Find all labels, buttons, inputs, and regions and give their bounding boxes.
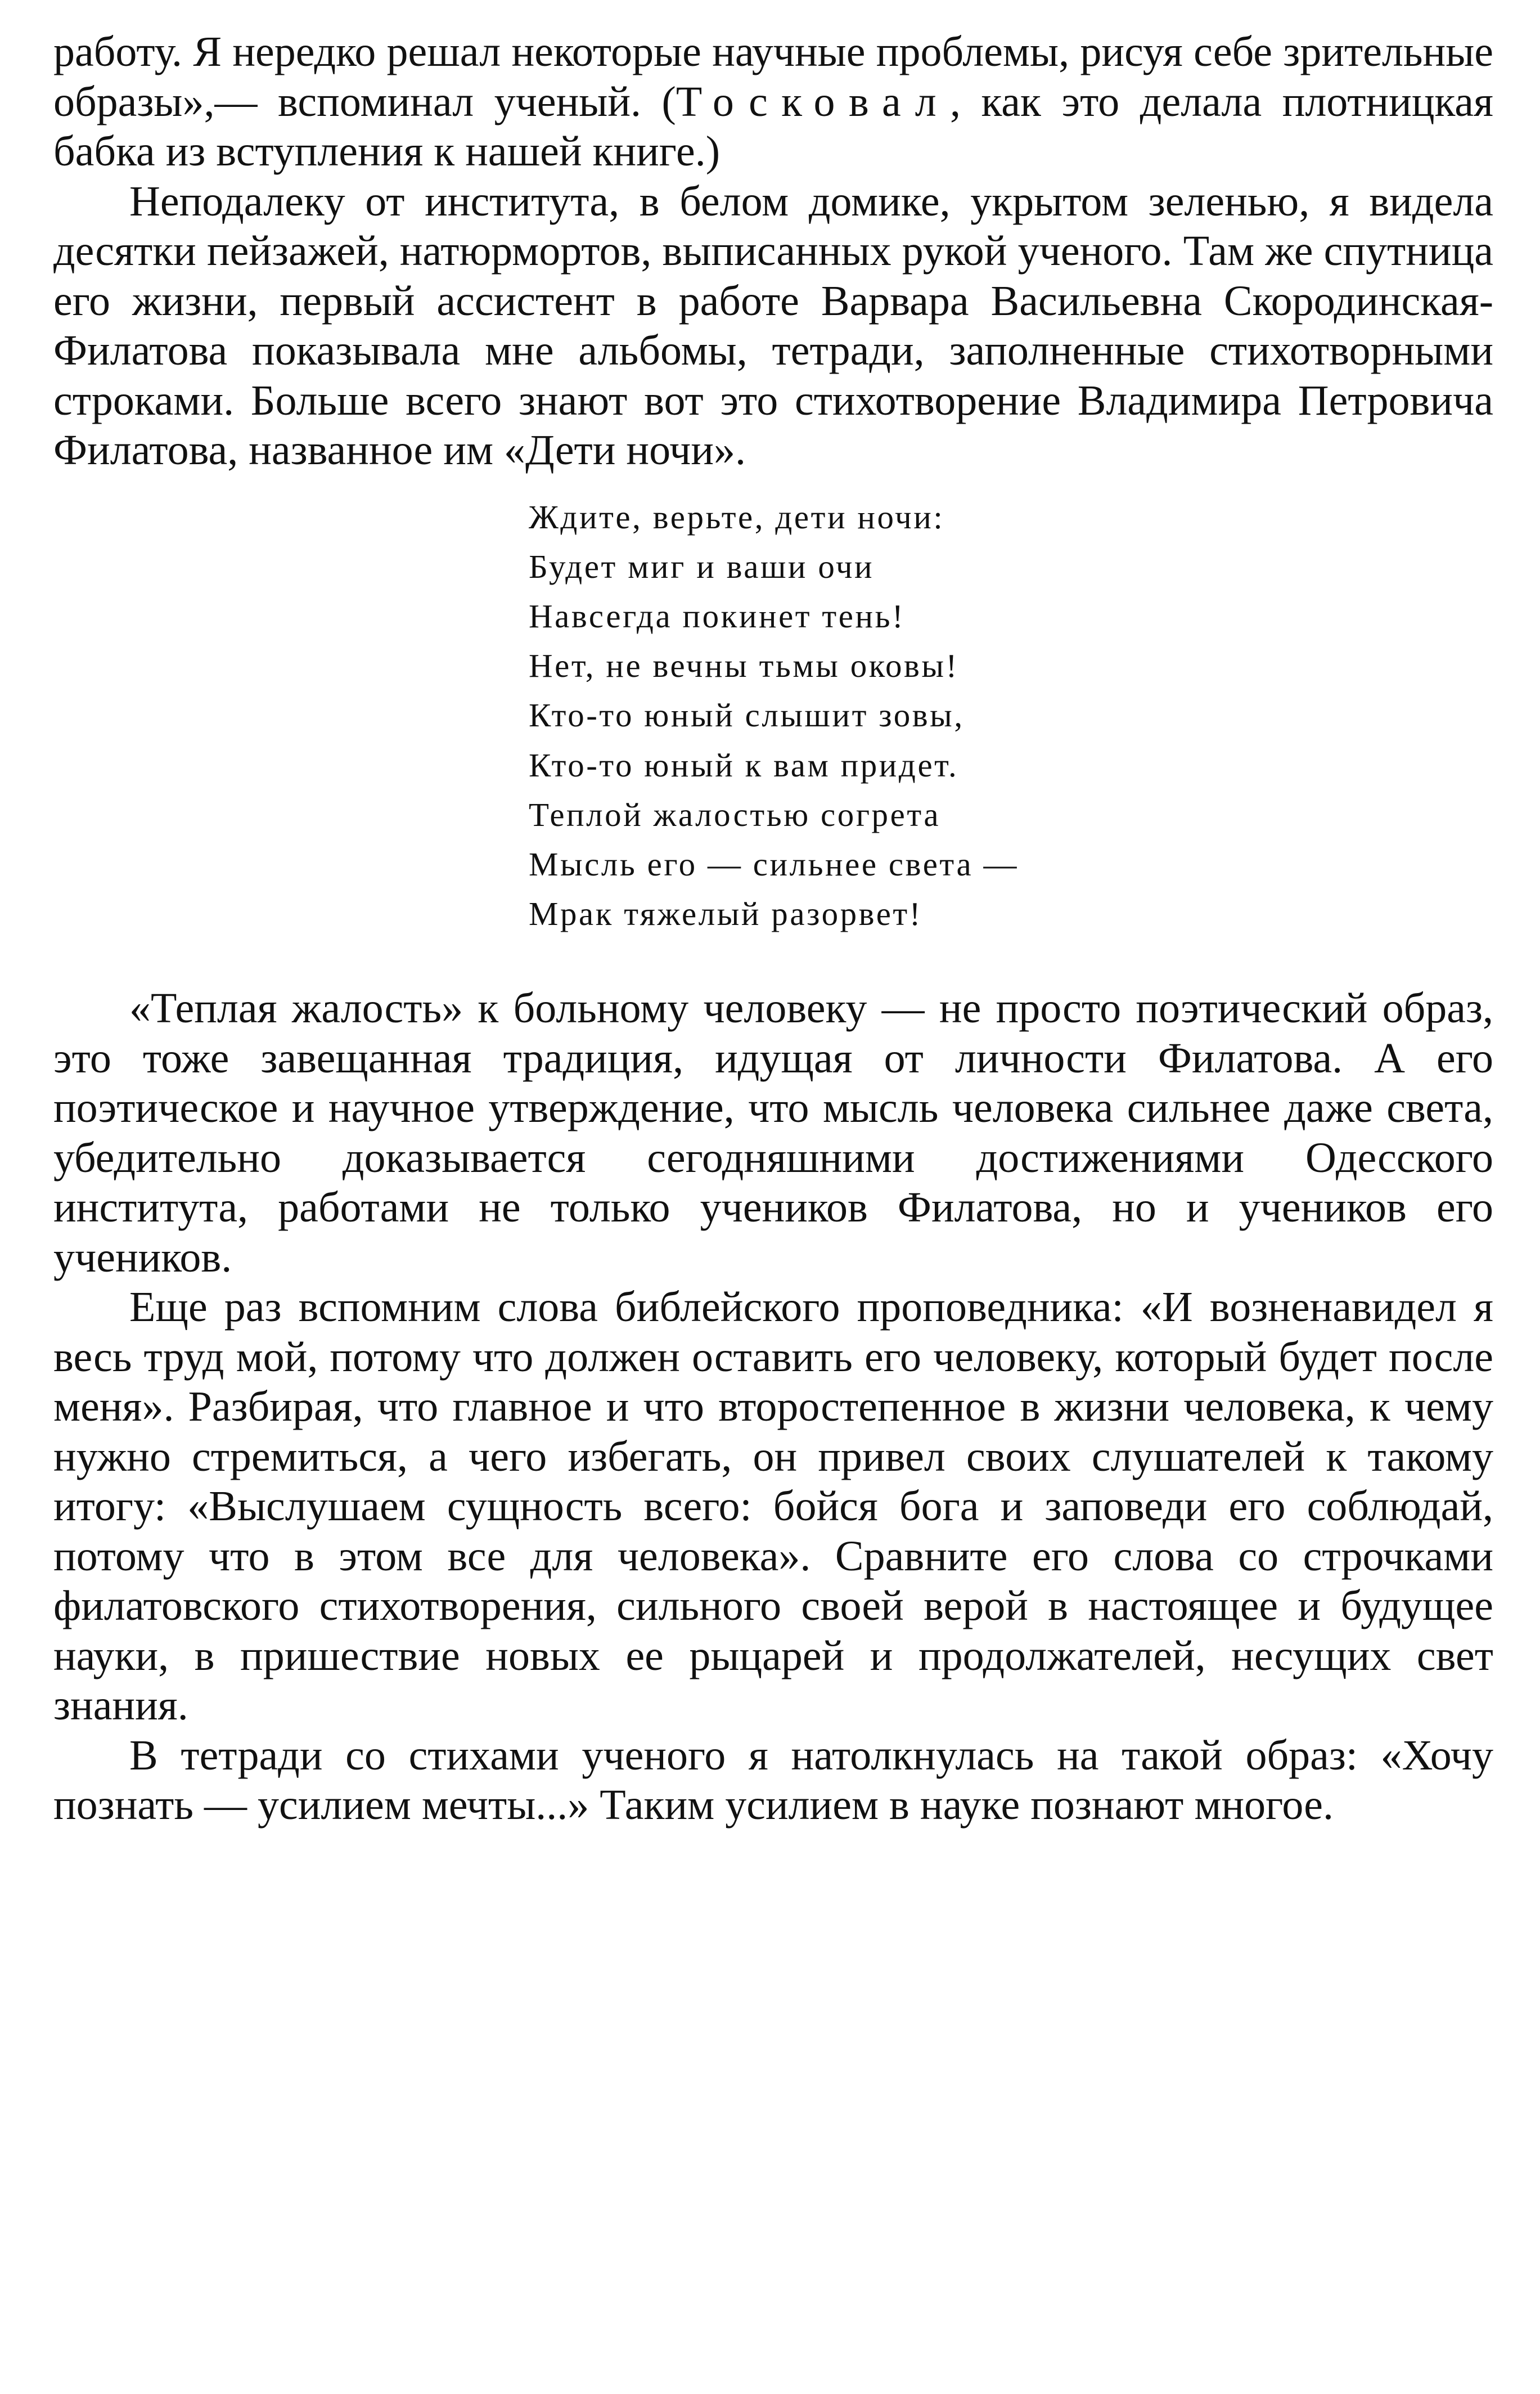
- book-page: [53, 27, 1493, 1830]
- poem-line: Кто-то юный слышит зовы,: [529, 697, 965, 734]
- paragraph: В тетради со стихами ученого я натолкнулась на такой образ: «Хочу познать — усилием мечты...» Таким усилием в науке познают многое.: [53, 1731, 1493, 1829]
- poem-line: Будет миг и ваши очи: [529, 547, 875, 585]
- poem-line: Мрак тяжелый разорвет!: [529, 895, 922, 933]
- poem-block: [529, 492, 1493, 939]
- paragraph: Неподалеку от института, в белом домике, укрытом зеленью, я видела десятки пейзажей, натюрмортов, выписанных рукой ученого. Там же спутница его жизни, первый ассистент в работе Варвара Васильевна Скородинская-Филатова показывала мне альбомы, тетради, заполненные стихотворными строками. Больше всего знают вот это стихотворение Владимира Петровича Филатова, названное им «Дети ночи».: [53, 177, 1493, 474]
- paragraph-continuation: [53, 27, 1493, 177]
- poem-line: Ждите, верьте, дети ночи:: [529, 498, 945, 536]
- paragraph: «Теплая жалость» к больному человеку — не просто поэтический образ, это тоже завещанная традиция, идущая от личности Филатова. А его поэтическое и научное утверждение, что мысль человека сильнее даже света, убедительно доказывается сегодняшними достижениями Одесского института, работами не только учеников Филатова, но и учеников его учеников.: [53, 985, 1493, 1281]
- prose-section-top: [53, 27, 1493, 475]
- paragraph: Еще раз вспомним слова библейского проповедника: «И возненавидел я весь труд мой, потому что должен оставить его человеку, который будет после меня». Разбирая, что главное и что второстепенное в жизни человека, к чему нужно стремиться, а чего избегать, он привел своих слушателей к такому итогу: «Выслушаем сущность всего: бойся бога и заповеди его соблюдай, потому что в этом все для человека». Сравните его слова со строчками филатовского стихотворения, сильного своей верой в настоящее и будущее науки, в пришествие новых ее рыцарей и продолжателей, несущих свет знания.: [53, 1283, 1493, 1730]
- poem-line: Кто-то юный к вам придет.: [529, 746, 959, 784]
- poem-line: Мысль его — сильнее света —: [529, 845, 1019, 883]
- paragraph-text-before-spaced-word: работу. Я нередко решал некоторые научные проблемы, рисуя себе зрительные образы»,— вспоминал ученый. (: [53, 28, 1493, 125]
- poem-line: Нет, не вечны тьмы оковы!: [529, 647, 959, 685]
- poem-line: Навсегда покинет тень!: [529, 597, 906, 635]
- poem-line: Теплой жалостью согрета: [529, 796, 941, 833]
- spaced-emphasis-word: Тосковал: [676, 78, 951, 125]
- prose-section-bottom: [53, 983, 1493, 1830]
- paragraph-text-after-spaced-word: , как это делала плотницкая бабка из вступления к нашей книге.): [53, 78, 1493, 175]
